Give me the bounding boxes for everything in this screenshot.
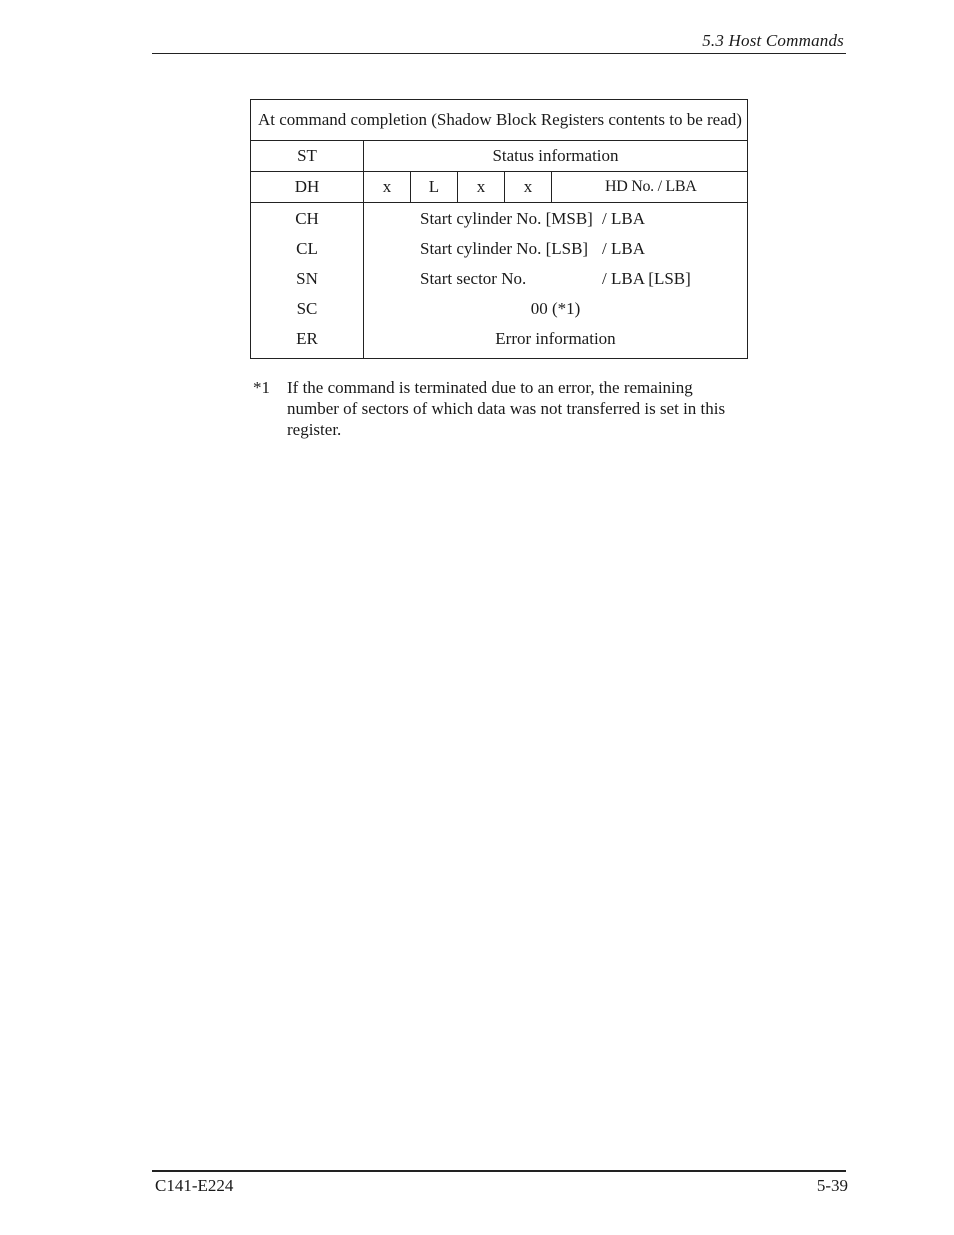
sn-lba: / LBA [LSB] [602, 269, 691, 288]
reg-name-sn: SN [296, 269, 318, 288]
ch-description: Start cylinder No. [MSB] [420, 209, 593, 228]
dh-bit-4: x [505, 172, 552, 203]
reg-name-ch: CH [295, 209, 319, 228]
dh-bit-5: x [458, 172, 505, 203]
reg-value-dh: HD No. / LBA [552, 172, 748, 203]
dh-bit-7: x [364, 172, 411, 203]
reg-value-ch [364, 208, 747, 238]
reg-value-sn [364, 268, 747, 298]
reg-name-group [251, 203, 364, 359]
reg-value-group [364, 203, 748, 359]
reg-value-sc: 00 (*1) [530, 299, 581, 318]
ch-lba: / LBA [602, 209, 645, 228]
document-id: C141-E224 [155, 1176, 234, 1195]
reg-value-st: Status information [364, 141, 748, 172]
sn-description: Start sector No. [420, 269, 527, 288]
dh-bit-6: L [411, 172, 458, 203]
reg-value-cl [364, 238, 747, 268]
register-table [250, 99, 748, 359]
footnote-text: If the command is terminated due to an error, the remaining number of sectors of which data was not transferred is set in this register. [287, 378, 726, 439]
cl-lba: / LBA [602, 239, 645, 258]
page-number: 5-39 [816, 1176, 848, 1195]
reg-name-st: ST [251, 141, 364, 172]
reg-value-er: Error information [495, 329, 616, 348]
reg-name-er: ER [296, 329, 318, 348]
table-caption: At command completion (Shadow Block Registers contents to be read) [251, 100, 748, 141]
header-rule [152, 53, 846, 54]
footnote-mark: *1 [253, 378, 270, 397]
reg-name-cl: CL [296, 239, 318, 258]
footer-rule [152, 1170, 846, 1172]
cl-description: Start cylinder No. [LSB] [420, 239, 589, 258]
reg-name-sc: SC [296, 299, 318, 318]
running-header: 5.3 Host Commands [702, 31, 844, 50]
reg-name-dh: DH [251, 172, 364, 203]
